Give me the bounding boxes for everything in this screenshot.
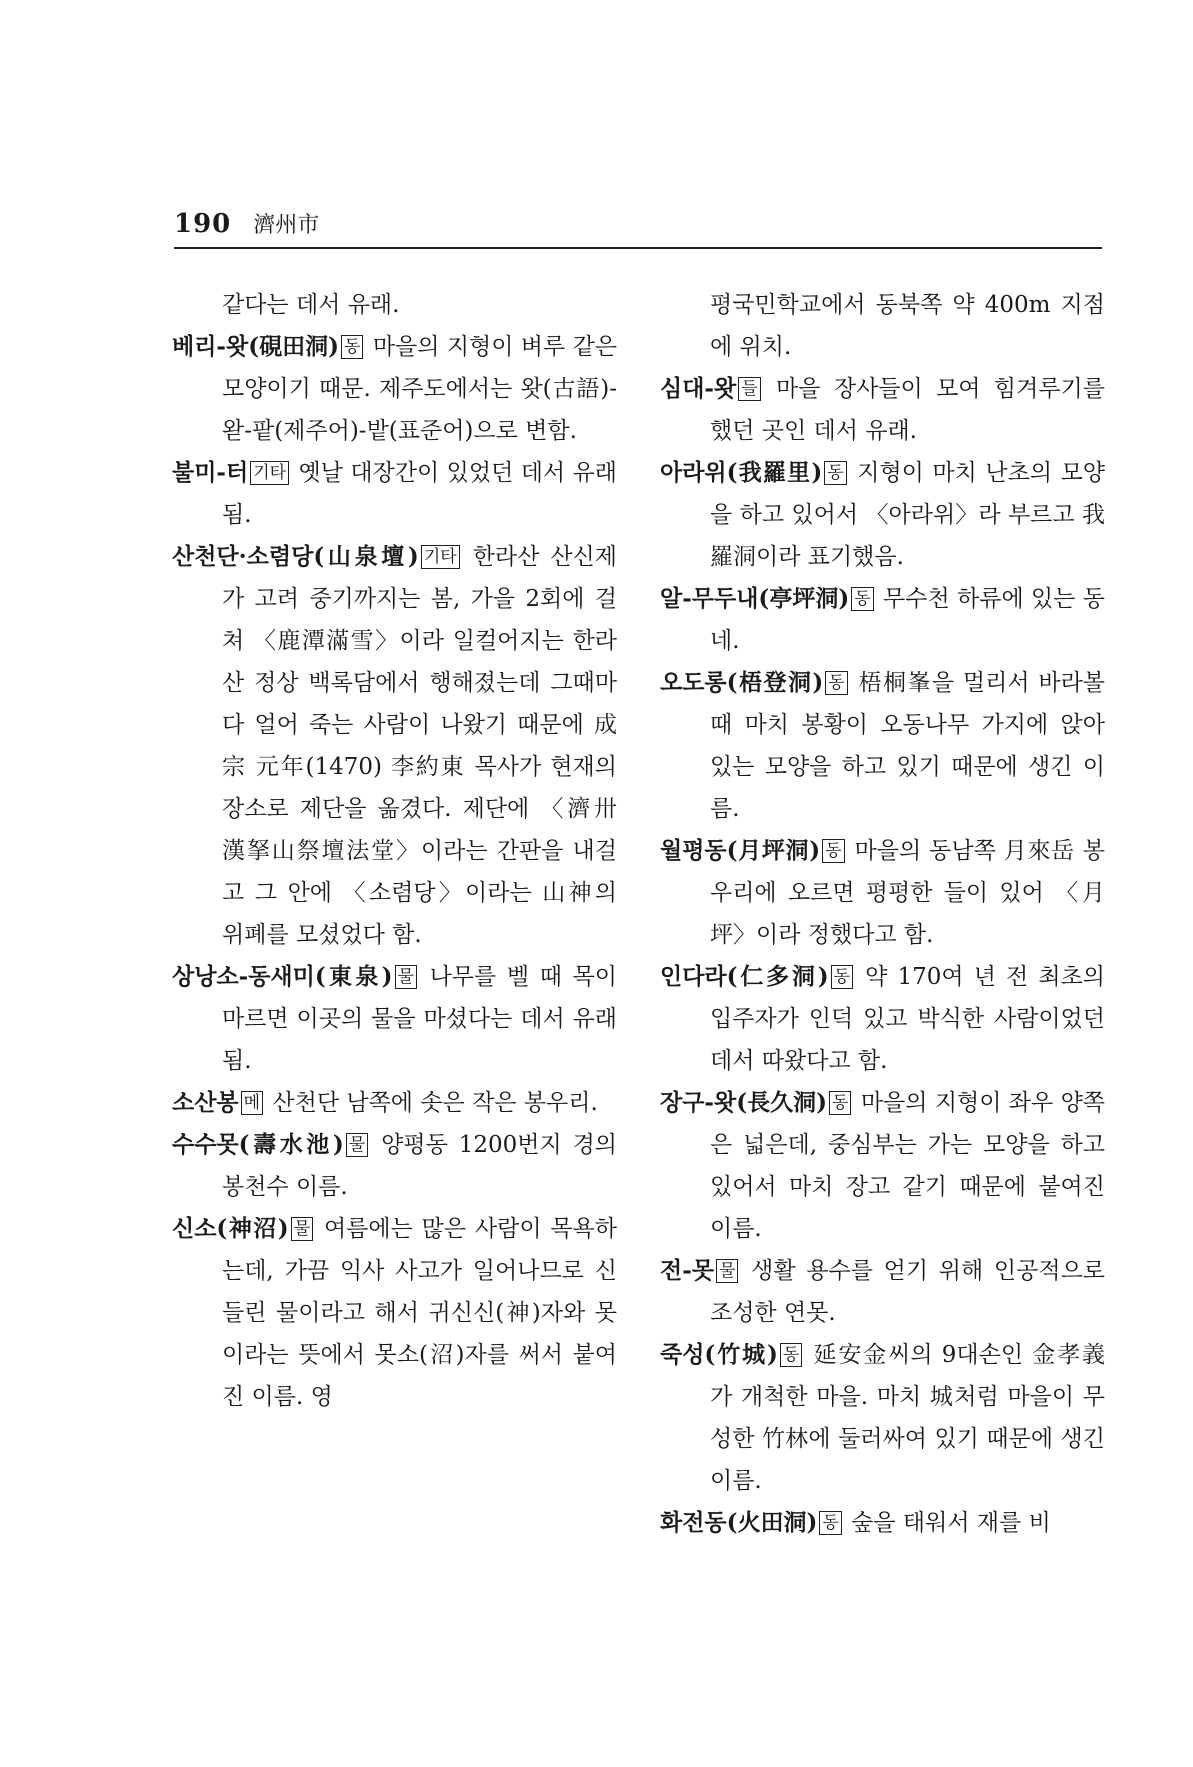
dictionary-entry xyxy=(172,284,617,326)
entry-text: 지형이 마치 난초의 모양을 하고 있어서 〈아라위〉라 부르고 我羅洞이라 표기했음. xyxy=(710,460,1106,570)
dictionary-entry xyxy=(660,1334,1105,1502)
entry-text: 숲을 태워서 재를 비 xyxy=(851,1510,1051,1536)
entry-headword: 장구-왓(長久洞) xyxy=(660,1089,828,1116)
entry-headword: 알-무두내(亭坪洞) xyxy=(660,585,850,612)
category-tag: 동 xyxy=(825,671,847,695)
page-header xyxy=(174,208,1102,239)
entry-headword: 불미-터 xyxy=(172,459,249,486)
category-tag: 물 xyxy=(716,1259,738,1283)
dictionary-entry xyxy=(660,956,1105,1082)
entry-headword: 아라위(我羅里) xyxy=(660,459,823,486)
running-title: 濟州市 xyxy=(253,213,320,238)
category-tag: 기타 xyxy=(250,461,289,485)
entry-headword: 소산봉 xyxy=(172,1089,239,1116)
category-tag: 동 xyxy=(341,335,363,359)
left-column xyxy=(172,284,617,1418)
dictionary-entry xyxy=(660,1502,1105,1544)
entry-headword: 베리-왓(硯田洞) xyxy=(172,333,340,360)
entry-headword: 심대-왓 xyxy=(660,375,737,402)
category-tag: 메 xyxy=(241,1091,263,1115)
dictionary-entry xyxy=(172,1208,617,1418)
dictionary-entry xyxy=(660,830,1105,956)
entry-text: 여름에는 많은 사람이 목욕하는데, 가끔 익사 사고가 일어나므로 신들린 물이라고 해서 귀신신(神)자와 못이라는 뜻에서 못소(沼)자를 써서 붙여진 이름. 영 xyxy=(222,1216,617,1410)
dictionary-entry xyxy=(660,662,1105,830)
entry-text: 마을의 지형이 좌우 양쪽은 넓은데, 중심부는 가는 모양을 하고 있어서 마치 장고 같기 때문에 붙여진 이름. xyxy=(710,1090,1105,1242)
entry-text: 延安金씨의 9대손인 金孝義가 개척한 마을. 마치 城처럼 마을이 무성한 竹林에 둘러싸여 있기 때문에 생긴 이름. xyxy=(710,1342,1105,1494)
dictionary-entry xyxy=(660,452,1105,578)
entry-text: 옛날 대장간이 있었던 데서 유래됨. xyxy=(222,460,617,528)
category-tag: 물 xyxy=(395,965,417,989)
entry-text: 약 170여 년 전 최초의 입주자가 인덕 있고 박식한 사람이었던 데서 따왔다고 함. xyxy=(710,964,1106,1074)
dictionary-entry xyxy=(172,956,617,1082)
category-tag: 물 xyxy=(291,1217,313,1241)
entry-text: 생활 용수를 얻기 위해 인공적으로 조성한 연못. xyxy=(710,1258,1106,1326)
entry-headword: 오도롱(梧登洞) xyxy=(660,669,824,696)
entry-text: 마을 장사들이 모여 힘겨루기를 했던 곳인 데서 유래. xyxy=(710,376,1105,444)
dictionary-entry xyxy=(660,284,1105,368)
category-tag: 동 xyxy=(824,461,846,485)
entry-text: 한라산 산신제가 고려 중기까지는 봄, 가을 2회에 걸쳐 〈鹿潭滿雪〉이라 일컬어지는 한라산 정상 백록담에서 행해졌는데 그때마다 얼어 죽는 사람이 나왔기 때문에 成宗 元年(1470) 李約東 목사가 현재의 장소로 제단을 옮겼다. 제단에 〈濟卅漢拏山祭壇法堂〉이라는 간판을 내걸고 그 안에 〈소렴당〉이라는 山神의 위폐를 모셨었다 함. xyxy=(222,544,617,948)
entry-headword: 상낭소-동새미(東泉) xyxy=(172,963,393,990)
entry-text: 梧桐峯을 멀리서 바라볼 때 마치 봉황이 오동나무 가지에 앉아 있는 모양을 하고 있기 때문에 생긴 이름. xyxy=(710,670,1105,822)
dictionary-entry xyxy=(172,452,617,536)
category-tag: 동 xyxy=(822,839,844,863)
entry-text: 같다는 데서 유래. xyxy=(222,292,400,318)
entry-text: 마을의 지형이 벼루 같은 모양이기 때문. 제주도에서는 왓(古語)-왇-팥(제주어)-밭(표준어)으로 변함. xyxy=(222,334,617,444)
entry-headword: 신소(神沼) xyxy=(172,1215,289,1242)
entry-headword: 산천단·소렴당(山泉壇) xyxy=(172,543,419,570)
category-tag: 동 xyxy=(829,1091,851,1115)
entry-text: 무수천 하류에 있는 동네. xyxy=(710,586,1106,654)
category-tag: 동 xyxy=(819,1511,841,1535)
entry-text: 나무를 벨 때 목이 마르면 이곳의 물을 마셨다는 데서 유래됨. xyxy=(222,964,617,1074)
entry-headword: 월평동(月坪洞) xyxy=(660,837,821,864)
dictionary-entry xyxy=(172,1124,617,1208)
entry-text: 양평동 1200번지 경의 봉천수 이름. xyxy=(222,1132,618,1200)
header-rule xyxy=(174,247,1102,249)
entry-headword: 화전동(火田洞) xyxy=(660,1509,818,1536)
category-tag: 동 xyxy=(851,587,873,611)
dictionary-entry xyxy=(172,326,617,452)
category-tag: 동 xyxy=(831,965,853,989)
entry-text: 마을의 동남쪽 月來岳 봉우리에 오르면 평평한 들이 있어 〈月坪〉이라 정했다고 함. xyxy=(710,838,1106,948)
entry-headword: 전-못 xyxy=(660,1257,714,1284)
category-tag: 들 xyxy=(738,377,760,401)
right-column xyxy=(660,284,1105,1544)
dictionary-entry xyxy=(172,1082,617,1124)
dictionary-entry xyxy=(660,578,1105,662)
entry-headword: 죽성(竹城) xyxy=(660,1341,778,1368)
category-tag: 동 xyxy=(780,1343,802,1367)
category-tag: 기타 xyxy=(421,545,460,569)
dictionary-entry xyxy=(660,1082,1105,1250)
page-number: 190 xyxy=(174,209,232,239)
dictionary-entry xyxy=(660,368,1105,452)
dictionary-entry xyxy=(172,536,617,956)
entry-text: 평국민학교에서 동북쪽 약 400m 지점에 위치. xyxy=(710,292,1105,360)
entry-headword: 수수못(壽水池) xyxy=(172,1131,344,1158)
category-tag: 물 xyxy=(346,1133,368,1157)
entry-text: 산천단 남쪽에 솟은 작은 봉우리. xyxy=(272,1090,598,1116)
entry-headword: 인다라(仁多洞) xyxy=(660,963,829,990)
dictionary-entry xyxy=(660,1250,1105,1334)
